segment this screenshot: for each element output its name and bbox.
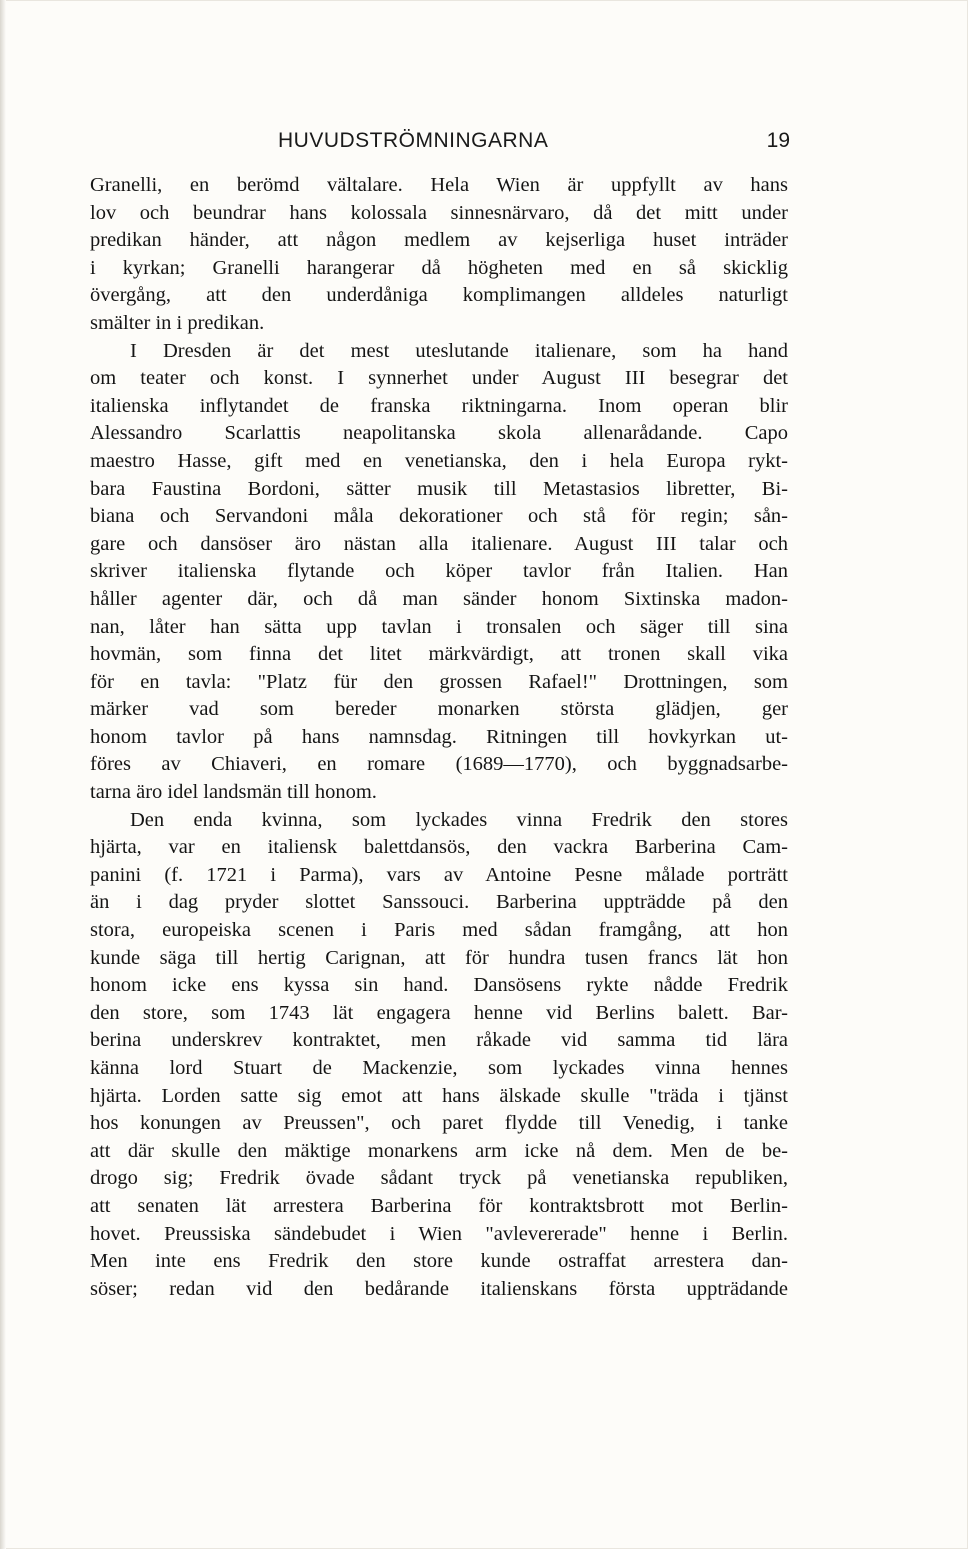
text-line: honom tavlor på hans namnsdag. Ritningen till hovkyrkan ut- bbox=[90, 725, 788, 748]
text-line: håller agenter där, och då man sänder honom Sixtinska madon- bbox=[90, 587, 788, 610]
text-line: hjärta, var en italiensk balettdansös, den vackra Barberina Cam- bbox=[90, 836, 788, 859]
text-line: italienska inflytandet de franska riktningarna. Inom operan blir bbox=[90, 394, 788, 417]
running-header-title: HUVUDSTRÖMNINGARNA bbox=[278, 129, 549, 152]
text-line: predikan händer, att någon medlem av kejserliga huset inträder bbox=[90, 229, 788, 252]
text-line: lov och beundrar hans kolossala sinnesnärvaro, då det mitt under bbox=[90, 201, 788, 224]
text-line: att där skulle den mäktige monarkens arm icke nå dem. Men de be- bbox=[90, 1139, 788, 1162]
text-line: om teater och konst. I synnerhet under August III besegrar det bbox=[90, 367, 788, 390]
text-line: skriver italienska flytande och köper tavlor från Italien. Han bbox=[90, 560, 788, 583]
text-line: känna lord Stuart de Mackenzie, som lyckades vinna hennes bbox=[90, 1057, 788, 1079]
paragraph-start-line: Den enda kvinna, som lyckades vinna Fredrik den stores bbox=[130, 808, 788, 831]
text-line: honom icke ens kyssa sin hand. Dansösens rykte nådde Fredrik bbox=[90, 974, 788, 997]
text-line: Alessandro Scarlattis neapolitanska skola allenarådande. Capo bbox=[90, 422, 788, 445]
text-line: för en tavla: "Platz für den grossen Rafael!" Drottningen, som bbox=[90, 670, 788, 693]
text-line: hjärta. Lorden satte sig emot att hans älskade skulle "träda i tjänst bbox=[90, 1084, 788, 1107]
text-line: smälter in i predikan. bbox=[90, 311, 265, 334]
text-line: hovet. Preussiska sändebudet i Wien "avlevererade" henne i Berlin. bbox=[90, 1222, 788, 1245]
text-line: märker vad som bereder monarken största glädjen, ger bbox=[90, 698, 788, 721]
text-line: Men inte ens Fredrik den store kunde ostraffat arrestera dan- bbox=[90, 1250, 788, 1273]
text-line: övergång, att den underdåniga komplimangen alldeles naturligt bbox=[90, 284, 788, 307]
text-line: i kyrkan; Granelli harangerar då högheten med en så skicklig bbox=[90, 256, 788, 279]
running-header bbox=[90, 129, 790, 163]
text-line: biana och Servandoni måla dekorationer och stå för regin; sån- bbox=[90, 505, 788, 528]
text-line: föres av Chiaveri, en romare (1689—1770), och byggnadsarbe- bbox=[90, 753, 788, 776]
text-line: panini (f. 1721 i Parma), vars av Antoine Pesne målade porträtt bbox=[90, 863, 788, 886]
text-line: nan, låter han sätta upp tavlan i tronsalen och säger till sina bbox=[90, 615, 788, 638]
text-line: Granelli, en berömd vältalare. Hela Wien är uppfyllt av hans bbox=[90, 174, 788, 196]
text-line: än i dag pryder slottet Sanssouci. Barberina uppträdde på den bbox=[90, 891, 788, 914]
page-edge-shadow bbox=[0, 0, 6, 1549]
text-line: söser; redan vid den bedårande italienskans första uppträdande bbox=[90, 1277, 788, 1300]
body-text bbox=[90, 172, 788, 1303]
text-line: hovmän, som finna det litet märkvärdigt, att tronen skall vika bbox=[90, 643, 788, 666]
text-line: gare och dansöser äro nästan alla italienare. August III talar och bbox=[90, 532, 788, 555]
text-line: drogo sig; Fredrik övade sådant tryck på venetianska republiken, bbox=[90, 1167, 788, 1190]
text-line: den store, som 1743 lät engagera henne vid Berlins balett. Bar- bbox=[90, 1001, 788, 1024]
page-number: 19 bbox=[766, 129, 790, 152]
text-line: bara Faustina Bordoni, sätter musik till Metastasios libretter, Bi- bbox=[90, 477, 788, 500]
text-line: kunde säga till hertig Carignan, att för hundra tusen francs lät hon bbox=[90, 946, 788, 969]
text-line: tarna äro idel landsmän till honom. bbox=[90, 781, 377, 804]
paragraph-start-line: I Dresden är det mest uteslutande italienare, som ha hand bbox=[130, 339, 788, 362]
text-line: att senaten lät arrestera Barberina för kontraktsbrott mot Berlin- bbox=[90, 1194, 788, 1217]
text-line: maestro Hasse, gift med en venetianska, den i hela Europa rykt- bbox=[90, 449, 788, 472]
text-line: stora, europeiska scenen i Paris med sådan framgång, att hon bbox=[90, 919, 788, 942]
text-line: hos konungen av Preussen", och paret flydde till Venedig, i tanke bbox=[90, 1112, 788, 1135]
text-line: berina underskrev kontraktet, men råkade vid samma tid lära bbox=[90, 1029, 788, 1052]
